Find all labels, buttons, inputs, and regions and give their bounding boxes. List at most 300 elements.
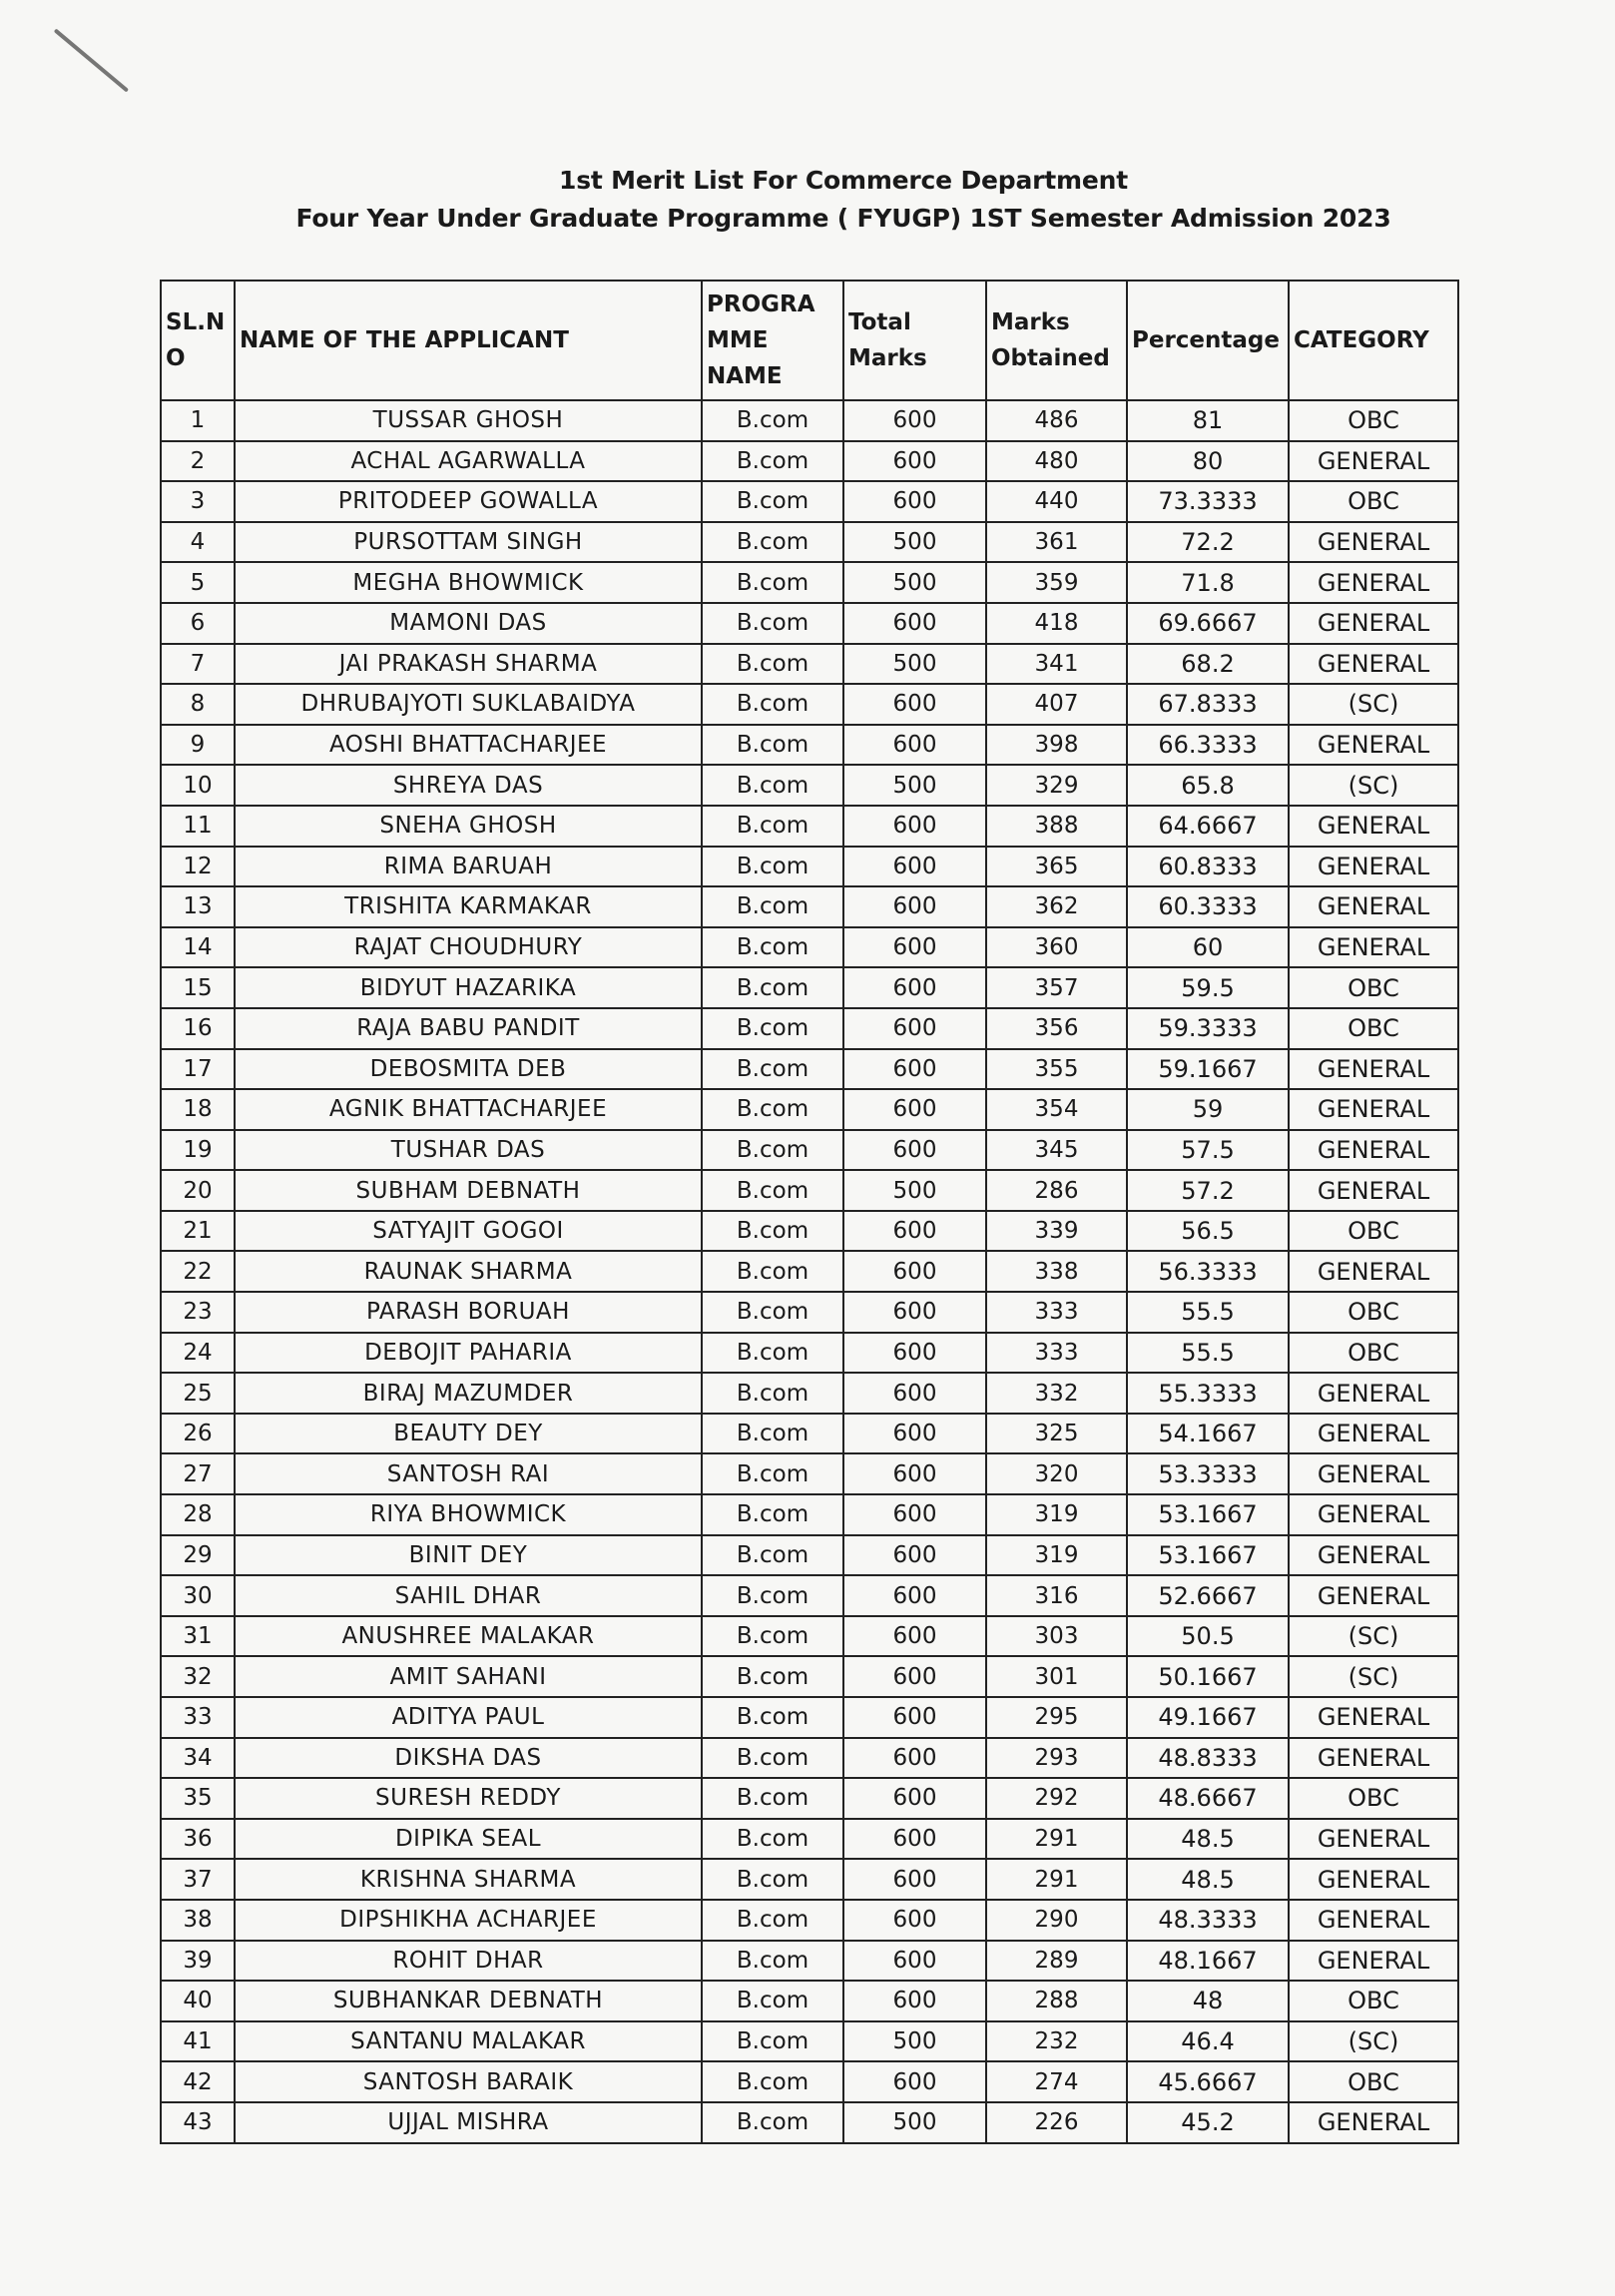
cell-category: GENERAL — [1289, 1049, 1458, 1090]
cell-percentage: 49.1667 — [1127, 1697, 1289, 1738]
cell-name: SHREYA DAS — [235, 765, 702, 806]
cell-name: ANUSHREE MALAKAR — [235, 1616, 702, 1657]
cell-programme: B.com — [702, 684, 843, 725]
cell-category: GENERAL — [1289, 1373, 1458, 1414]
cell-percentage: 53.1667 — [1127, 1535, 1289, 1576]
cell-marks-obtained: 329 — [986, 765, 1127, 806]
cell-percentage: 48.8333 — [1127, 1738, 1289, 1779]
cell-name: SUBHAM DEBNATH — [235, 1170, 702, 1211]
cell-name: MAMONI DAS — [235, 603, 702, 644]
cell-name: SANTANU MALAKAR — [235, 2021, 702, 2062]
cell-programme: B.com — [702, 1656, 843, 1697]
cell-marks-obtained: 388 — [986, 806, 1127, 847]
cell-category: GENERAL — [1289, 1414, 1458, 1454]
cell-name: ADITYA PAUL — [235, 1697, 702, 1738]
cell-total-marks: 600 — [843, 1414, 986, 1454]
cell-marks-obtained: 290 — [986, 1900, 1127, 1941]
table-row — [161, 1130, 1458, 1171]
table-row — [161, 1900, 1458, 1941]
table-row — [161, 522, 1458, 563]
cell-marks-obtained: 289 — [986, 1941, 1127, 1982]
cell-percentage: 60 — [1127, 927, 1289, 968]
cell-name: PURSOTTAM SINGH — [235, 522, 702, 563]
cell-name: DEBOJIT PAHARIA — [235, 1333, 702, 1374]
cell-category: OBC — [1289, 1292, 1458, 1333]
cell-category: GENERAL — [1289, 1738, 1458, 1779]
header-slno: SL.N O — [161, 281, 235, 400]
cell-name: SNEHA GHOSH — [235, 806, 702, 847]
cell-total-marks: 600 — [843, 400, 986, 441]
cell-programme: B.com — [702, 1981, 843, 2021]
table-row — [161, 2021, 1458, 2062]
cell-total-marks: 600 — [843, 1292, 986, 1333]
cell-slno: 5 — [161, 562, 235, 603]
cell-percentage: 50.5 — [1127, 1616, 1289, 1657]
cell-programme: B.com — [702, 1738, 843, 1779]
cell-slno: 19 — [161, 1130, 235, 1171]
cell-name: SURESH REDDY — [235, 1778, 702, 1819]
cell-category: GENERAL — [1289, 603, 1458, 644]
cell-marks-obtained: 232 — [986, 2021, 1127, 2062]
cell-percentage: 60.8333 — [1127, 847, 1289, 887]
cell-programme: B.com — [702, 847, 843, 887]
cell-category: GENERAL — [1289, 1089, 1458, 1130]
cell-marks-obtained: 365 — [986, 847, 1127, 887]
cell-percentage: 73.3333 — [1127, 481, 1289, 522]
cell-slno: 11 — [161, 806, 235, 847]
table-row — [161, 1819, 1458, 1860]
header-marks-obtained: Marks Obtained — [986, 281, 1127, 400]
cell-name: DEBOSMITA DEB — [235, 1049, 702, 1090]
cell-name: RIMA BARUAH — [235, 847, 702, 887]
cell-marks-obtained: 291 — [986, 1819, 1127, 1860]
cell-marks-obtained: 360 — [986, 927, 1127, 968]
cell-total-marks: 600 — [843, 441, 986, 482]
cell-total-marks: 600 — [843, 1453, 986, 1494]
table-row — [161, 1981, 1458, 2021]
cell-category: OBC — [1289, 1333, 1458, 1374]
cell-category: GENERAL — [1289, 806, 1458, 847]
cell-percentage: 60.3333 — [1127, 886, 1289, 927]
cell-programme: B.com — [702, 1049, 843, 1090]
cell-programme: B.com — [702, 603, 843, 644]
cell-category: OBC — [1289, 967, 1458, 1008]
cell-category: OBC — [1289, 1008, 1458, 1049]
cell-marks-obtained: 301 — [986, 1656, 1127, 1697]
table-row — [161, 1049, 1458, 1090]
cell-slno: 2 — [161, 441, 235, 482]
cell-total-marks: 600 — [843, 1697, 986, 1738]
cell-percentage: 48 — [1127, 1981, 1289, 2021]
cell-category: GENERAL — [1289, 847, 1458, 887]
cell-category: (SC) — [1289, 2021, 1458, 2062]
table-row — [161, 2061, 1458, 2102]
cell-programme: B.com — [702, 1373, 843, 1414]
cell-slno: 42 — [161, 2061, 235, 2102]
cell-total-marks: 600 — [843, 1778, 986, 1819]
cell-total-marks: 600 — [843, 725, 986, 766]
cell-slno: 22 — [161, 1251, 235, 1292]
table-row — [161, 1738, 1458, 1779]
cell-total-marks: 600 — [843, 1535, 986, 1576]
cell-total-marks: 600 — [843, 967, 986, 1008]
cell-programme: B.com — [702, 765, 843, 806]
cell-category: GENERAL — [1289, 1859, 1458, 1900]
cell-name: ROHIT DHAR — [235, 1941, 702, 1982]
table-row — [161, 562, 1458, 603]
cell-marks-obtained: 398 — [986, 725, 1127, 766]
cell-total-marks: 600 — [843, 1616, 986, 1657]
cell-marks-obtained: 292 — [986, 1778, 1127, 1819]
cell-category: GENERAL — [1289, 1819, 1458, 1860]
cell-slno: 6 — [161, 603, 235, 644]
cell-percentage: 57.5 — [1127, 1130, 1289, 1171]
cell-percentage: 48.5 — [1127, 1859, 1289, 1900]
cell-total-marks: 500 — [843, 2102, 986, 2143]
cell-slno: 18 — [161, 1089, 235, 1130]
cell-programme: B.com — [702, 644, 843, 685]
cell-category: OBC — [1289, 400, 1458, 441]
cell-name: TUSSAR GHOSH — [235, 400, 702, 441]
table-row — [161, 441, 1458, 482]
cell-percentage: 48.5 — [1127, 1819, 1289, 1860]
cell-marks-obtained: 362 — [986, 886, 1127, 927]
cell-percentage: 59.3333 — [1127, 1008, 1289, 1049]
cell-slno: 39 — [161, 1941, 235, 1982]
cell-percentage: 59.1667 — [1127, 1049, 1289, 1090]
table-row — [161, 400, 1458, 441]
cell-programme: B.com — [702, 2021, 843, 2062]
cell-percentage: 48.6667 — [1127, 1778, 1289, 1819]
cell-category: GENERAL — [1289, 1494, 1458, 1535]
cell-total-marks: 600 — [843, 1900, 986, 1941]
table-row — [161, 725, 1458, 766]
cell-marks-obtained: 407 — [986, 684, 1127, 725]
cell-marks-obtained: 295 — [986, 1697, 1127, 1738]
cell-marks-obtained: 357 — [986, 967, 1127, 1008]
cell-marks-obtained: 320 — [986, 1453, 1127, 1494]
cell-programme: B.com — [702, 1251, 843, 1292]
table-row — [161, 765, 1458, 806]
cell-category: GENERAL — [1289, 2102, 1458, 2143]
cell-marks-obtained: 338 — [986, 1251, 1127, 1292]
cell-category: GENERAL — [1289, 1130, 1458, 1171]
cell-total-marks: 600 — [843, 2061, 986, 2102]
cell-slno: 9 — [161, 725, 235, 766]
table-row — [161, 1211, 1458, 1252]
cell-total-marks: 600 — [843, 1373, 986, 1414]
cell-programme: B.com — [702, 1170, 843, 1211]
cell-total-marks: 500 — [843, 522, 986, 563]
cell-percentage: 52.6667 — [1127, 1575, 1289, 1616]
cell-name: BEAUTY DEY — [235, 1414, 702, 1454]
cell-programme: B.com — [702, 927, 843, 968]
cell-marks-obtained: 226 — [986, 2102, 1127, 2143]
cell-percentage: 50.1667 — [1127, 1656, 1289, 1697]
page-title: 1st Merit List For Commerce Department — [559, 166, 1128, 195]
cell-programme: B.com — [702, 441, 843, 482]
cell-percentage: 45.2 — [1127, 2102, 1289, 2143]
cell-programme: B.com — [702, 562, 843, 603]
cell-marks-obtained: 418 — [986, 603, 1127, 644]
table-row — [161, 1778, 1458, 1819]
cell-total-marks: 500 — [843, 1170, 986, 1211]
cell-category: GENERAL — [1289, 1575, 1458, 1616]
table-row — [161, 644, 1458, 685]
cell-marks-obtained: 339 — [986, 1211, 1127, 1252]
cell-name: JAI PRAKASH SHARMA — [235, 644, 702, 685]
cell-marks-obtained: 356 — [986, 1008, 1127, 1049]
cell-programme: B.com — [702, 1778, 843, 1819]
table-row — [161, 1535, 1458, 1576]
cell-percentage: 80 — [1127, 441, 1289, 482]
cell-marks-obtained: 480 — [986, 441, 1127, 482]
cell-category: GENERAL — [1289, 1453, 1458, 1494]
cell-category: (SC) — [1289, 765, 1458, 806]
cell-programme: B.com — [702, 1211, 843, 1252]
cell-name: RAUNAK SHARMA — [235, 1251, 702, 1292]
cell-category: GENERAL — [1289, 927, 1458, 968]
cell-category: (SC) — [1289, 1656, 1458, 1697]
cell-marks-obtained: 333 — [986, 1333, 1127, 1374]
cell-programme: B.com — [702, 400, 843, 441]
cell-total-marks: 600 — [843, 684, 986, 725]
cell-name: AMIT SAHANI — [235, 1656, 702, 1697]
cell-programme: B.com — [702, 2061, 843, 2102]
table-row — [161, 967, 1458, 1008]
table-row — [161, 1697, 1458, 1738]
cell-category: (SC) — [1289, 1616, 1458, 1657]
cell-programme: B.com — [702, 1535, 843, 1576]
cell-marks-obtained: 319 — [986, 1494, 1127, 1535]
cell-slno: 13 — [161, 886, 235, 927]
cell-percentage: 68.2 — [1127, 644, 1289, 685]
cell-programme: B.com — [702, 725, 843, 766]
cell-slno: 21 — [161, 1211, 235, 1252]
cell-programme: B.com — [702, 1900, 843, 1941]
cell-slno: 3 — [161, 481, 235, 522]
cell-slno: 10 — [161, 765, 235, 806]
cell-name: DIKSHA DAS — [235, 1738, 702, 1779]
cell-marks-obtained: 354 — [986, 1089, 1127, 1130]
cell-name: UJJAL MISHRA — [235, 2102, 702, 2143]
cell-percentage: 55.5 — [1127, 1292, 1289, 1333]
cell-slno: 31 — [161, 1616, 235, 1657]
cell-slno: 26 — [161, 1414, 235, 1454]
cell-slno: 43 — [161, 2102, 235, 2143]
cell-name: TRISHITA KARMAKAR — [235, 886, 702, 927]
cell-percentage: 45.6667 — [1127, 2061, 1289, 2102]
cell-total-marks: 600 — [843, 847, 986, 887]
cell-programme: B.com — [702, 481, 843, 522]
cell-marks-obtained: 355 — [986, 1049, 1127, 1090]
cell-category: OBC — [1289, 1778, 1458, 1819]
cell-name: SATYAJIT GOGOI — [235, 1211, 702, 1252]
cell-programme: B.com — [702, 886, 843, 927]
cell-percentage: 65.8 — [1127, 765, 1289, 806]
table-row — [161, 603, 1458, 644]
cell-total-marks: 600 — [843, 886, 986, 927]
cell-category: GENERAL — [1289, 644, 1458, 685]
cell-slno: 28 — [161, 1494, 235, 1535]
cell-category: GENERAL — [1289, 1941, 1458, 1982]
cell-percentage: 57.2 — [1127, 1170, 1289, 1211]
cell-name: AGNIK BHATTACHARJEE — [235, 1089, 702, 1130]
table-row — [161, 1251, 1458, 1292]
cell-total-marks: 600 — [843, 1819, 986, 1860]
cell-category: GENERAL — [1289, 1170, 1458, 1211]
table-row — [161, 481, 1458, 522]
cell-programme: B.com — [702, 1089, 843, 1130]
pen-mark — [54, 28, 129, 92]
table-row — [161, 1373, 1458, 1414]
cell-total-marks: 600 — [843, 1494, 986, 1535]
cell-name: DHRUBAJYOTI SUKLABAIDYA — [235, 684, 702, 725]
cell-total-marks: 600 — [843, 1130, 986, 1171]
table-row — [161, 1170, 1458, 1211]
cell-slno: 37 — [161, 1859, 235, 1900]
cell-percentage: 59.5 — [1127, 967, 1289, 1008]
cell-total-marks: 600 — [843, 1211, 986, 1252]
cell-programme: B.com — [702, 522, 843, 563]
cell-programme: B.com — [702, 1575, 843, 1616]
cell-marks-obtained: 345 — [986, 1130, 1127, 1171]
cell-slno: 38 — [161, 1900, 235, 1941]
cell-marks-obtained: 319 — [986, 1535, 1127, 1576]
cell-total-marks: 600 — [843, 1981, 986, 2021]
cell-programme: B.com — [702, 1130, 843, 1171]
cell-category: OBC — [1289, 2061, 1458, 2102]
cell-name: TUSHAR DAS — [235, 1130, 702, 1171]
cell-total-marks: 600 — [843, 1738, 986, 1779]
cell-programme: B.com — [702, 1819, 843, 1860]
page-subtitle: Four Year Under Graduate Programme ( FYUGP) 1ST Semester Admission 2023 — [295, 204, 1391, 233]
cell-marks-obtained: 316 — [986, 1575, 1127, 1616]
cell-category: OBC — [1289, 481, 1458, 522]
cell-total-marks: 600 — [843, 1575, 986, 1616]
cell-percentage: 53.3333 — [1127, 1453, 1289, 1494]
cell-total-marks: 600 — [843, 1656, 986, 1697]
cell-programme: B.com — [702, 1494, 843, 1535]
cell-percentage: 53.1667 — [1127, 1494, 1289, 1535]
cell-category: GENERAL — [1289, 886, 1458, 927]
cell-total-marks: 600 — [843, 1251, 986, 1292]
table-row — [161, 1453, 1458, 1494]
cell-marks-obtained: 286 — [986, 1170, 1127, 1211]
cell-name: SAHIL DHAR — [235, 1575, 702, 1616]
cell-programme: B.com — [702, 1453, 843, 1494]
cell-category: GENERAL — [1289, 725, 1458, 766]
cell-percentage: 55.3333 — [1127, 1373, 1289, 1414]
header-name: NAME OF THE APPLICANT — [235, 281, 702, 400]
cell-marks-obtained: 333 — [986, 1292, 1127, 1333]
cell-total-marks: 500 — [843, 2021, 986, 2062]
cell-percentage: 46.4 — [1127, 2021, 1289, 2062]
cell-percentage: 56.3333 — [1127, 1251, 1289, 1292]
cell-total-marks: 500 — [843, 562, 986, 603]
cell-category: GENERAL — [1289, 1535, 1458, 1576]
cell-programme: B.com — [702, 1859, 843, 1900]
cell-percentage: 64.6667 — [1127, 806, 1289, 847]
cell-slno: 16 — [161, 1008, 235, 1049]
cell-total-marks: 600 — [843, 927, 986, 968]
cell-name: KRISHNA SHARMA — [235, 1859, 702, 1900]
cell-programme: B.com — [702, 806, 843, 847]
cell-slno: 40 — [161, 1981, 235, 2021]
cell-marks-obtained: 293 — [986, 1738, 1127, 1779]
cell-total-marks: 600 — [843, 1008, 986, 1049]
cell-percentage: 72.2 — [1127, 522, 1289, 563]
table-row — [161, 1292, 1458, 1333]
cell-programme: B.com — [702, 1616, 843, 1657]
cell-category: GENERAL — [1289, 1900, 1458, 1941]
cell-total-marks: 600 — [843, 481, 986, 522]
cell-slno: 12 — [161, 847, 235, 887]
cell-category: OBC — [1289, 1981, 1458, 2021]
cell-total-marks: 600 — [843, 1333, 986, 1374]
cell-slno: 36 — [161, 1819, 235, 1860]
cell-name: ACHAL AGARWALLA — [235, 441, 702, 482]
table-row — [161, 1494, 1458, 1535]
header-category: CATEGORY — [1289, 281, 1458, 400]
table-row — [161, 684, 1458, 725]
cell-programme: B.com — [702, 1333, 843, 1374]
cell-marks-obtained: 274 — [986, 2061, 1127, 2102]
cell-marks-obtained: 341 — [986, 644, 1127, 685]
table-row — [161, 927, 1458, 968]
cell-slno: 7 — [161, 644, 235, 685]
cell-percentage: 55.5 — [1127, 1333, 1289, 1374]
cell-slno: 4 — [161, 522, 235, 563]
table-row — [161, 1008, 1458, 1049]
table-row — [161, 806, 1458, 847]
cell-marks-obtained: 486 — [986, 400, 1127, 441]
cell-percentage: 48.1667 — [1127, 1941, 1289, 1982]
cell-slno: 33 — [161, 1697, 235, 1738]
table-row — [161, 1616, 1458, 1657]
cell-slno: 14 — [161, 927, 235, 968]
table-row — [161, 1333, 1458, 1374]
cell-category: (SC) — [1289, 684, 1458, 725]
cell-category: GENERAL — [1289, 562, 1458, 603]
cell-name: DIPIKA SEAL — [235, 1819, 702, 1860]
cell-total-marks: 600 — [843, 1049, 986, 1090]
cell-category: GENERAL — [1289, 1697, 1458, 1738]
cell-marks-obtained: 325 — [986, 1414, 1127, 1454]
cell-name: BIDYUT HAZARIKA — [235, 967, 702, 1008]
cell-percentage: 59 — [1127, 1089, 1289, 1130]
cell-percentage: 56.5 — [1127, 1211, 1289, 1252]
cell-name: DIPSHIKHA ACHARJEE — [235, 1900, 702, 1941]
cell-programme: B.com — [702, 1941, 843, 1982]
table-row — [161, 1656, 1458, 1697]
table-row — [161, 1941, 1458, 1982]
cell-category: GENERAL — [1289, 1251, 1458, 1292]
cell-name: SANTOSH BARAIK — [235, 2061, 702, 2102]
cell-category: GENERAL — [1289, 522, 1458, 563]
cell-total-marks: 600 — [843, 806, 986, 847]
cell-slno: 1 — [161, 400, 235, 441]
cell-name: SUBHANKAR DEBNATH — [235, 1981, 702, 2021]
header-percentage: Percentage — [1127, 281, 1289, 400]
cell-total-marks: 500 — [843, 644, 986, 685]
cell-category: OBC — [1289, 1211, 1458, 1252]
table-row — [161, 2102, 1458, 2143]
cell-total-marks: 600 — [843, 1089, 986, 1130]
cell-programme: B.com — [702, 1008, 843, 1049]
document-header — [0, 162, 1615, 238]
cell-percentage: 81 — [1127, 400, 1289, 441]
